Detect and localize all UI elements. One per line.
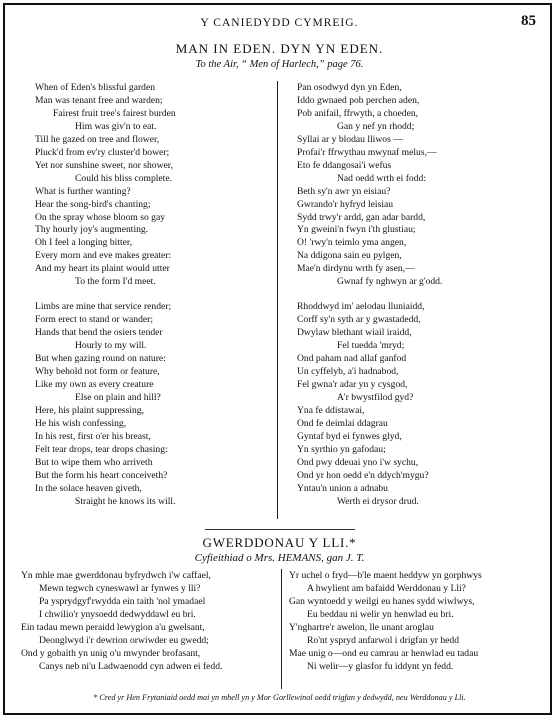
- verse-line: Hourly to my will.: [75, 340, 147, 352]
- second-column-divider: [281, 569, 282, 689]
- column-divider: [277, 81, 278, 519]
- verse-line: Gan wyntoedd y weilgi eu hanes sydd wiwlwys,: [289, 595, 475, 607]
- verse-line: O! 'rwy'n teimlo yma angen,: [297, 237, 407, 249]
- verse-line: Mae unig o—ond eu camrau ar henwlad eu tadau: [289, 647, 479, 659]
- verse-line: But the form his heart conceiveth?: [35, 469, 168, 481]
- verse-line: Gwnaf fy nghwyn ar g'odd.: [337, 276, 443, 288]
- verse-line: Here, his plaint suppressing,: [35, 404, 144, 416]
- verse-line: Mae'n dirdynu wrth fy asen,—: [297, 263, 415, 275]
- verse-line: Straight he knows its will.: [75, 495, 176, 507]
- verse-line: Ro'nt yspryd anfarwol i drigfan yr hedd: [307, 634, 459, 646]
- verse-line: Ond pwy ddeuai yno i'w sychu,: [297, 456, 419, 468]
- verse-line: Yr uchel o fryd—b'le maent heddyw yn gorphwys: [289, 570, 482, 581]
- verse-line: Oh I feel a longing bitter,: [35, 237, 133, 249]
- english-verses: [35, 82, 176, 509]
- verse-line: Beth sy'n awr yn eisiau?: [297, 185, 391, 197]
- verse-line: Ond y gobaith yn unig o'u mwynder brofasant,: [21, 647, 201, 659]
- page-number: 85: [521, 13, 536, 29]
- verse-line: Felt tear drops, tear drops chasing:: [35, 443, 168, 455]
- verse-line: Could his bliss complete.: [75, 172, 173, 184]
- verse-line: Ond yr hon oedd e'n ddych'mygu?: [297, 469, 429, 481]
- verse-line: Mewn tegwch cyneswawl ar fynwes y lli?: [39, 582, 201, 594]
- verse-line: A'r bwystfilod gyd?: [337, 391, 414, 403]
- verse-line: Fel gwna'r adar yn y cysgod,: [297, 378, 408, 390]
- verse-line: Yntau'n union a adnabu: [297, 482, 388, 494]
- verse-line: Ein tadau mewn peraidd lewygion a'u gwelsant,: [21, 621, 205, 633]
- verse-line: Pa ysprydgyf'rwydda ein taith 'nol ymadael: [39, 595, 206, 607]
- song-tune-note: To the Air, “ Men of Harlech,” page 76.: [195, 59, 364, 70]
- verse-line: Un cyffelyb, a'i hadnabod,: [297, 366, 399, 378]
- running-head: Y CANIEDYDD CYMREIG.: [200, 17, 359, 29]
- verse-line: Hands that bend the osiers tender: [35, 327, 163, 339]
- verse-line: What is further wanting?: [35, 185, 131, 197]
- verse-line: In his rest, first o'er his breast,: [35, 430, 151, 442]
- verse-line: Yn gweini'n fwyn i'th glustiau;: [297, 224, 416, 236]
- verse-line: Profai'r ffrwythau mwynaf melus,—: [297, 146, 437, 158]
- verse-line: Man was tenant free and warden;: [35, 94, 163, 106]
- section-divider: [205, 529, 355, 530]
- verse-line: Yn syrthio yn gafodau;: [297, 443, 386, 455]
- verse-line: Like my own as every creature: [35, 378, 154, 390]
- verse-line: Canys neb ni'u Ladwaenodd cyn adwen ei fedd.: [39, 660, 223, 672]
- verse-line: Werth ei drysor drud.: [337, 495, 419, 507]
- verse-line: Thy hourly joy's augmenting.: [35, 224, 149, 236]
- verse-line: Corff sy'n syth ar y gwastadedd,: [297, 314, 421, 326]
- stanza-break: [35, 289, 176, 301]
- second-song-subtitle: Cyfieithiad o Mrs. HEMANS, gan J. T.: [194, 552, 365, 564]
- verse-line: Yet nor sunshine sweet, nor shower,: [35, 159, 174, 171]
- verse-line: When of Eden's blissful garden: [35, 82, 156, 93]
- verse-line: Yna fe ddistawai,: [297, 404, 365, 416]
- verse-line: Hear the song-bird's chanting;: [35, 198, 151, 210]
- verse-line: Iddo gwnaed pob perchen aden,: [297, 94, 420, 106]
- verse-line: Why behold not form or feature,: [35, 366, 160, 378]
- verse-line: Gyntaf byd ei fynwes glyd,: [297, 430, 402, 442]
- verse-line: Ond fe deimlai ddagrau: [297, 417, 388, 429]
- verse-line: On the spray whose bloom so gay: [35, 211, 166, 223]
- verse-line: A hwylient am bafaidd Werddonau y Lli?: [307, 582, 466, 594]
- verse-line: Sydd trwy'r ardd, gan adar bardd,: [297, 211, 426, 223]
- verse-line: Rhoddwyd im' aelodau lluniaidd,: [297, 301, 425, 313]
- welsh-verses: [297, 82, 442, 509]
- verse-line: Gwrando'r hyfryd leisiau: [297, 198, 394, 210]
- verse-line: Him was giv'n to eat.: [75, 120, 157, 132]
- verse-line: Deonglwyd i'r dewrion orwiwder eu gwedd;: [39, 634, 209, 646]
- verse-line: Na ddigona sain eu pylgen,: [297, 250, 402, 262]
- verse-line: Syllai ar y blodau lliwos —: [297, 133, 403, 145]
- verse-line: Fel tuedda 'mryd;: [337, 340, 405, 352]
- verse-line: Fairest fruit tree's fairest burden: [53, 107, 176, 119]
- verse-line: Yn mhle mae gwerddonau byfrydwch i'w caffael,: [21, 570, 211, 581]
- verse-line: But to wipe them who arriveth: [35, 456, 153, 468]
- verse-line: Limbs are mine that service render;: [35, 301, 172, 313]
- verse-line: Form erect to stand or wander;: [35, 314, 154, 326]
- verse-line: Ond paham nad allaf ganfod: [297, 353, 407, 365]
- verse-line: And my heart its plaint would utter: [35, 263, 170, 275]
- second-song-right-stanza: [289, 570, 482, 674]
- verse-line: Till he gazed on tree and flower,: [35, 133, 160, 145]
- second-song-title: GWERDDONAU Y LLI.*: [202, 535, 357, 550]
- verse-line: Nad oedd wrth ei fodd:: [337, 172, 426, 184]
- verse-line: Y'nghartre'r awelon, lle unant aroglau: [289, 621, 434, 633]
- verse-line: Eu beddau ni welir yn henwlad eu bri.: [307, 608, 454, 620]
- verse-line: I chwilio'r ynysoedd dedwyddawl eu bri.: [39, 608, 196, 620]
- verse-line: Else on plain and hill?: [75, 391, 161, 403]
- verse-line: Eto fe ddangosai'i wefus: [297, 159, 392, 171]
- verse-line: In the solace heaven giveth,: [35, 482, 142, 494]
- verse-line: But when gazing round on nature:: [35, 353, 166, 365]
- verse-line: Every morn and eve makes greater:: [35, 250, 172, 262]
- second-song-left-stanza: [21, 570, 222, 674]
- verse-line: Ni welir—y glasfor fu iddynt yn fedd.: [307, 660, 454, 672]
- verse-line: To the form I'd meet.: [75, 276, 156, 288]
- verse-line: Pluck'd from ev'ry cluster'd bower;: [35, 146, 170, 158]
- verse-line: Pan osodwyd dyn yn Eden,: [297, 82, 402, 93]
- verse-line: Dwylaw blethant wiail iraidd,: [297, 327, 412, 339]
- song-title: MAN IN EDEN. DYN YN EDEN.: [175, 41, 384, 56]
- stanza-break: [297, 289, 442, 301]
- verse-line: Gan y nef yn rhodd;: [337, 120, 415, 132]
- page-frame: [3, 3, 552, 715]
- footnote: * Cred yr Hen Frytaniaid oedd mai yn mhell yn y Mor Gorllewinol oedd trigfan y dedwydd, neu Werddonau y Lli.: [93, 693, 466, 702]
- verse-line: Pob anifail, ffrwyth, a choeden,: [297, 107, 419, 119]
- verse-line: He his wish confessing,: [35, 417, 127, 429]
